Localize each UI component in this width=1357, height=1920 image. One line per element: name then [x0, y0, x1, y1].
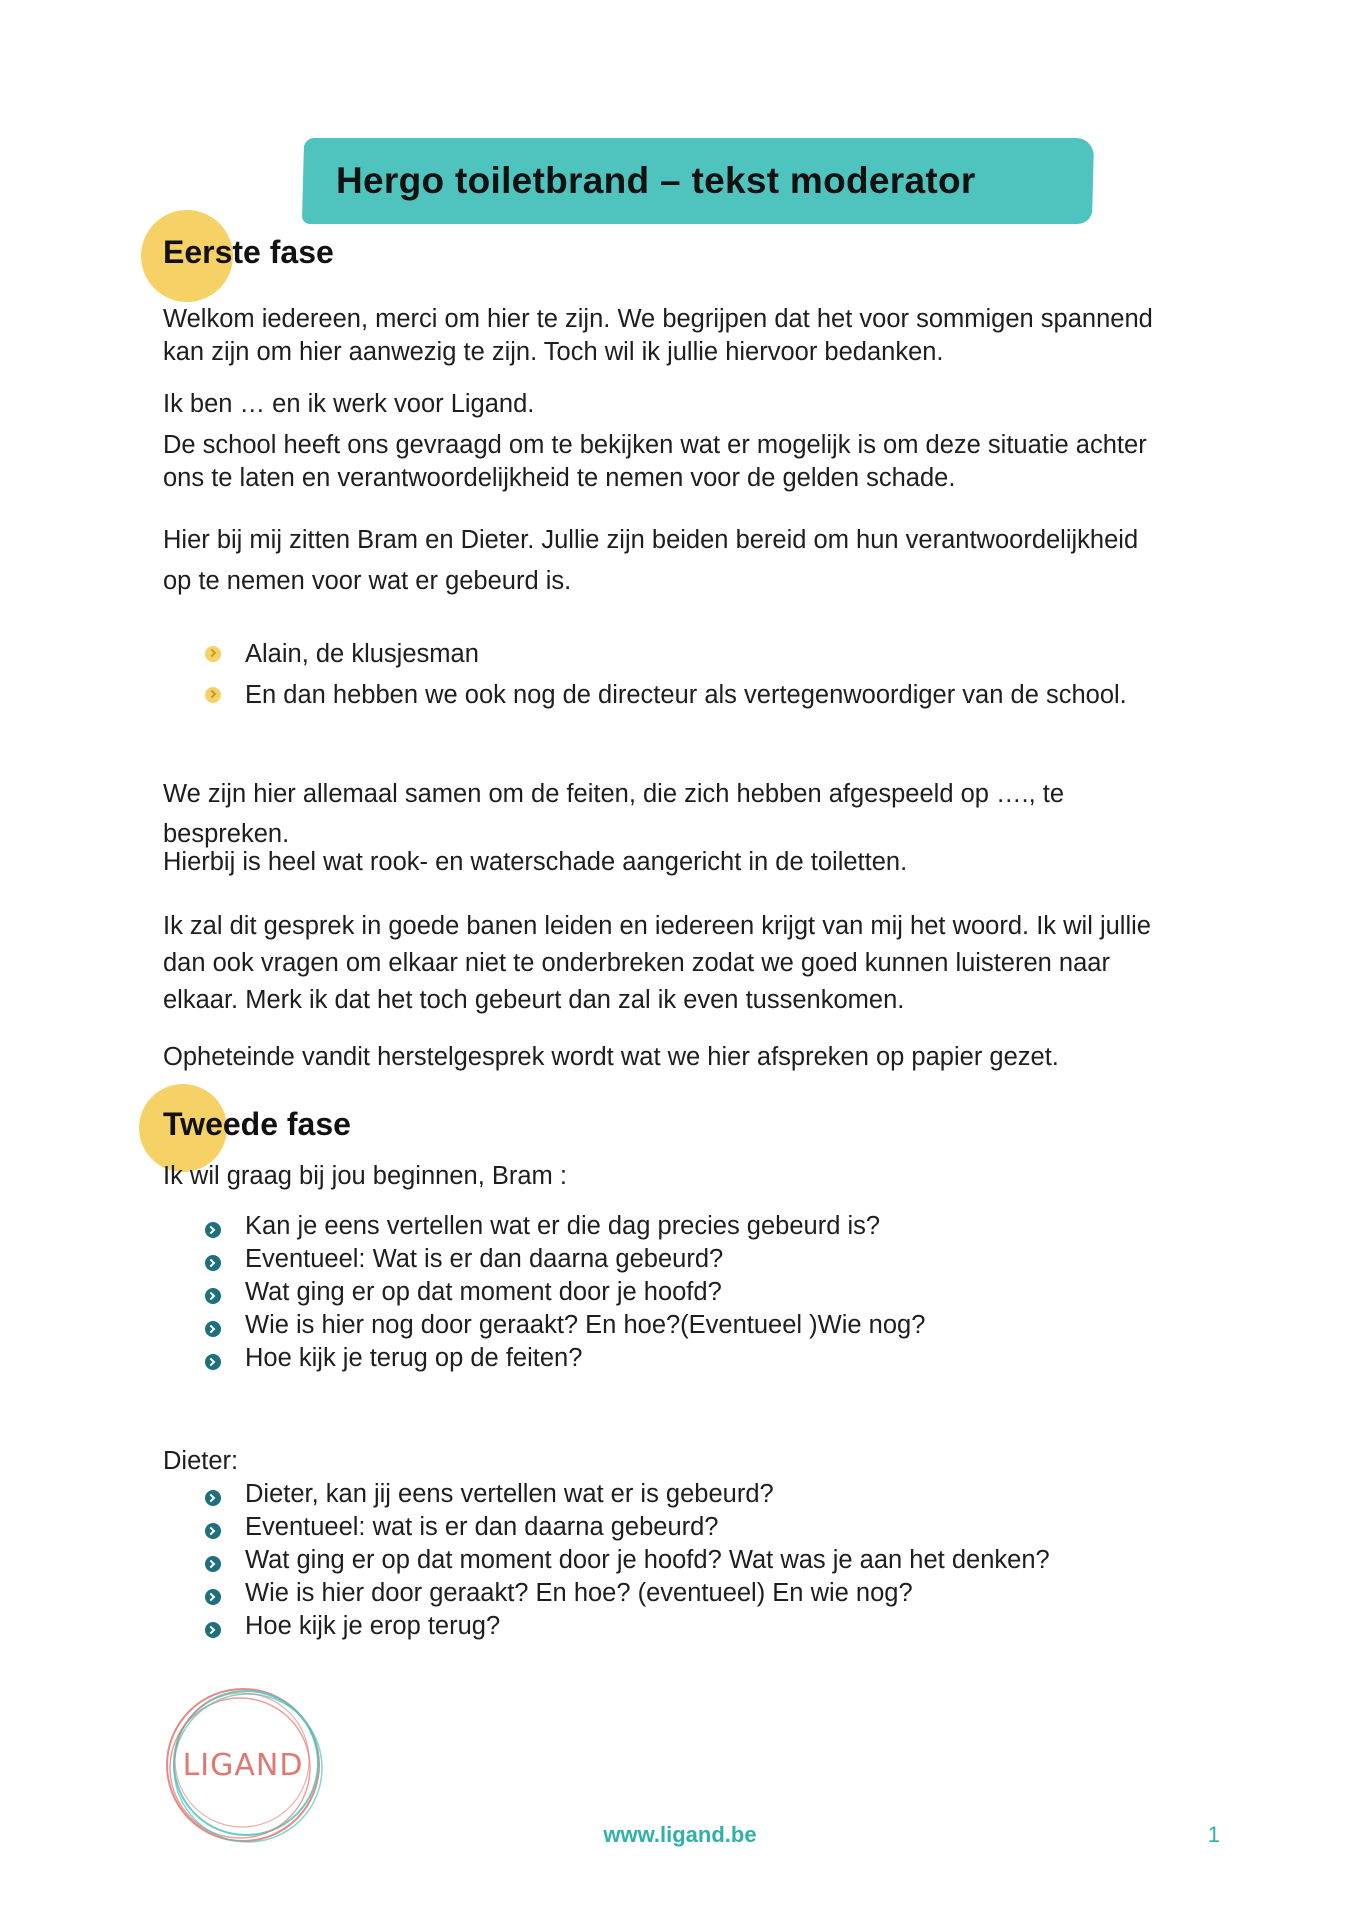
- section-heading-tweede-fase: Tweede fase: [163, 1106, 351, 1142]
- paragraph-ground-rules: Ik zal dit gesprek in goede banen leiden en iedereen krijgt van mij het woord. Ik wil jullie dan ook vragen om elkaar niet te onderbreken zodat we goed kunnen luisteren naar elkaar. Merk ik dat het toch gebeurt dan zal ik even tussenkomen.: [163, 912, 1151, 1014]
- section-heading-eerste-fase: Eerste fase: [163, 234, 334, 270]
- list-item: Eventueel: wat is er dan daarna gebeurd?: [205, 1511, 1165, 1544]
- bram-question-list: [205, 1210, 1165, 1375]
- paragraph-participants: Hier bij mij zitten Bram en Dieter. Jullie zijn beiden bereid om hun verantwoordelijkheid op te nemen voor wat er gebeurd is.: [163, 526, 1139, 595]
- footer-url[interactable]: www.ligand.be: [603, 1822, 757, 1847]
- logo-text: LIGAND: [182, 1748, 304, 1783]
- list-item: Hoe kijk je terug op de feiten?: [205, 1342, 1165, 1375]
- list-item: Kan je eens vertellen wat er die dag precies gebeurd is?: [205, 1210, 1165, 1243]
- bullet-icon: [205, 1490, 221, 1506]
- bullet-icon: [205, 1622, 221, 1638]
- bullet-icon: [205, 1321, 221, 1337]
- list-item: Wie is hier door geraakt? En hoe? (eventueel) En wie nog?: [205, 1577, 1165, 1610]
- list-item: Hoe kijk je erop terug?: [205, 1610, 1165, 1643]
- dieter-label: Dieter:: [163, 1447, 239, 1475]
- list-item: Wie is hier nog door geraakt? En hoe?(Eventueel )Wie nog?: [205, 1309, 1165, 1342]
- list-item: En dan hebben we ook nog de directeur als vertegenwoordiger van de school.: [205, 679, 1165, 712]
- list-item: Alain, de klusjesman: [205, 638, 1165, 671]
- bullet-icon: [205, 1354, 221, 1370]
- bullet-icon: [205, 1255, 221, 1271]
- paragraph-damage: Hierbij is heel wat rook- en waterschade aangericht in de toiletten.: [163, 848, 908, 876]
- bullet-icon: [205, 687, 221, 703]
- paragraph-school-request: De school heeft ons gevraagd om te bekijken wat er mogelijk is om deze situatie achter ons te laten en verantwoordelijkheid te nemen voor de gelden schade.: [163, 431, 1147, 492]
- bullet-icon: [205, 1523, 221, 1539]
- paragraph-welcome: Welkom iedereen, merci om hier te zijn. We begrijpen dat het voor sommigen spannend kan zijn om hier aanwezig te zijn. Toch wil ik jullie hiervoor bedanken.: [163, 305, 1153, 366]
- bullet-icon: [205, 1556, 221, 1572]
- list-item: Wat ging er op dat moment door je hoofd?: [205, 1276, 1165, 1309]
- paragraph-bram-intro: Ik wil graag bij jou beginnen, Bram :: [163, 1162, 567, 1190]
- page-title: Hergo toiletbrand – tekst moderator: [336, 160, 976, 201]
- bullet-icon: [205, 1589, 221, 1605]
- list-item: Eventueel: Wat is er dan daarna gebeurd?: [205, 1243, 1165, 1276]
- bullet-icon: [205, 646, 221, 662]
- bullet-icon: [205, 1288, 221, 1304]
- page-number: 1: [1207, 1822, 1220, 1847]
- paragraph-facts: We zijn hier allemaal samen om de feiten, die zich hebben afgespeeld op …., te bespreken.: [163, 780, 1065, 848]
- paragraph-written-agreement: Opheteinde vandit herstelgesprek wordt wat we hier afspreken op papier gezet.: [163, 1043, 1059, 1071]
- bullet-icon: [205, 1222, 221, 1238]
- participant-list: [205, 638, 1165, 712]
- list-item: Dieter, kan jij eens vertellen wat er is gebeurd?: [205, 1478, 1165, 1511]
- paragraph-introduction: Ik ben … en ik werk voor Ligand.: [163, 390, 535, 418]
- list-item: Wat ging er op dat moment door je hoofd? Wat was je aan het denken?: [205, 1544, 1165, 1577]
- dieter-question-list: [205, 1478, 1165, 1643]
